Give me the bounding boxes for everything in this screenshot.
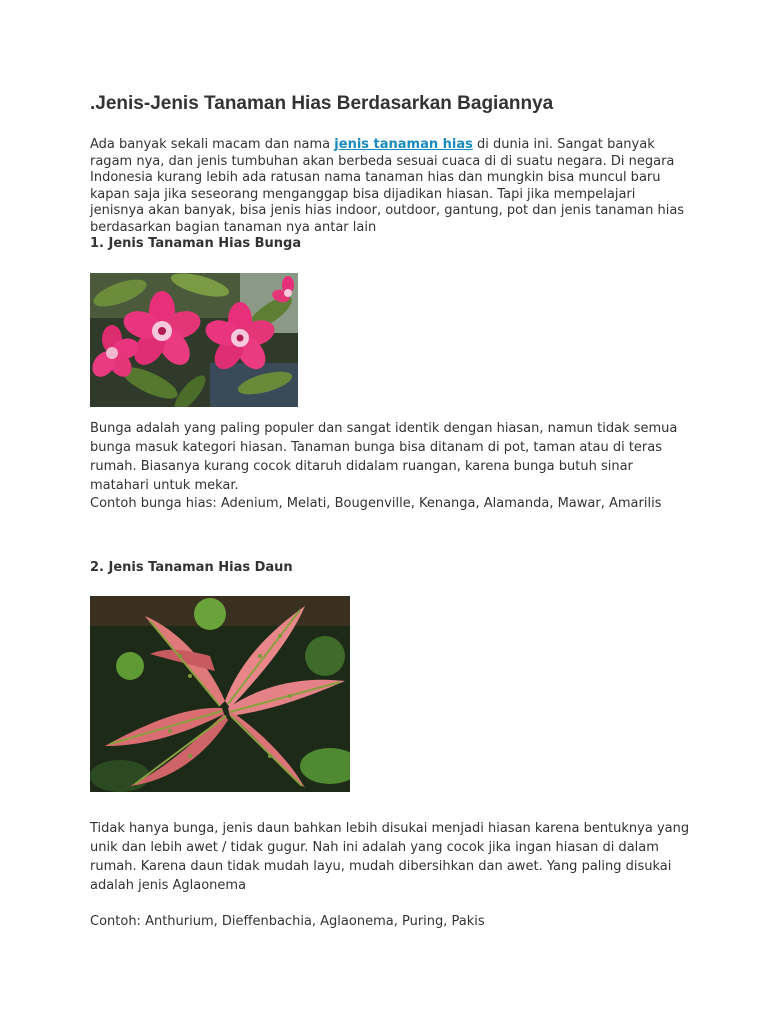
- intro-paragraph: [90, 137, 690, 236]
- section-body-daun: Tidak hanya bunga, jenis daun bahkan lebih disukai menjadi hiasan karena bentuknya yang unik dan lebih awet / tidak gugur. Nah ini adalah yang cocok jika ingan hiasan di dalam rumah. Karena daun tidak mudah layu, mudah dibersihkan dan awet. Yang paling disukai adalah jenis Aglaonema: [90, 821, 690, 893]
- article-title: .Jenis-Jenis Tanaman Hias Berdasarkan Bagiannya: [90, 93, 554, 114]
- jenis-tanaman-hias-link[interactable]: jenis tanaman hias: [334, 137, 473, 152]
- section-examples-daun: Contoh: Anthurium, Dieffenbachia, Aglaonema, Puring, Pakis: [90, 914, 485, 929]
- adenium-flower-photo: [90, 273, 298, 407]
- aglaonema-leaf-photo: [90, 596, 350, 792]
- intro-text-before-link: Ada banyak sekali macam dan nama: [90, 137, 335, 152]
- section-heading-bunga: 1. Jenis Tanaman Hias Bunga: [90, 236, 302, 251]
- section-heading-daun: 2. Jenis Tanaman Hias Daun: [90, 560, 293, 575]
- intro-text-after-link: di dunia ini. Sangat banyak ragam nya, dan jenis tumbuhan akan berbeda sesuai cuaca di di suatu negara. Di negara Indonesia kurang lebih ada ratusan nama tanaman hias dan mungkin bisa muncul baru kapan saja jika seseorang menganggap bisa dijadikan hiasan. Tapi jika mempelajari jenisnya akan banyak, bisa jenis hias indoor, outdoor, gantung, pot dan jenis tanaman hias berdasarkan bagian tanaman nya antar lain: [90, 137, 685, 235]
- section-examples-bunga: Contoh bunga hias: Adenium, Melati, Bougenville, Kenanga, Alamanda, Mawar, Amarilis: [90, 496, 662, 511]
- section-body-bunga: Bunga adalah yang paling populer dan sangat identik dengan hiasan, namun tidak semua bunga masuk kategori hiasan. Tanaman bunga bisa ditanam di pot, taman atau di teras rumah. Biasanya kurang cocok ditaruh didalam ruangan, karena bunga butuh sinar matahari untuk mekar.: [90, 421, 678, 493]
